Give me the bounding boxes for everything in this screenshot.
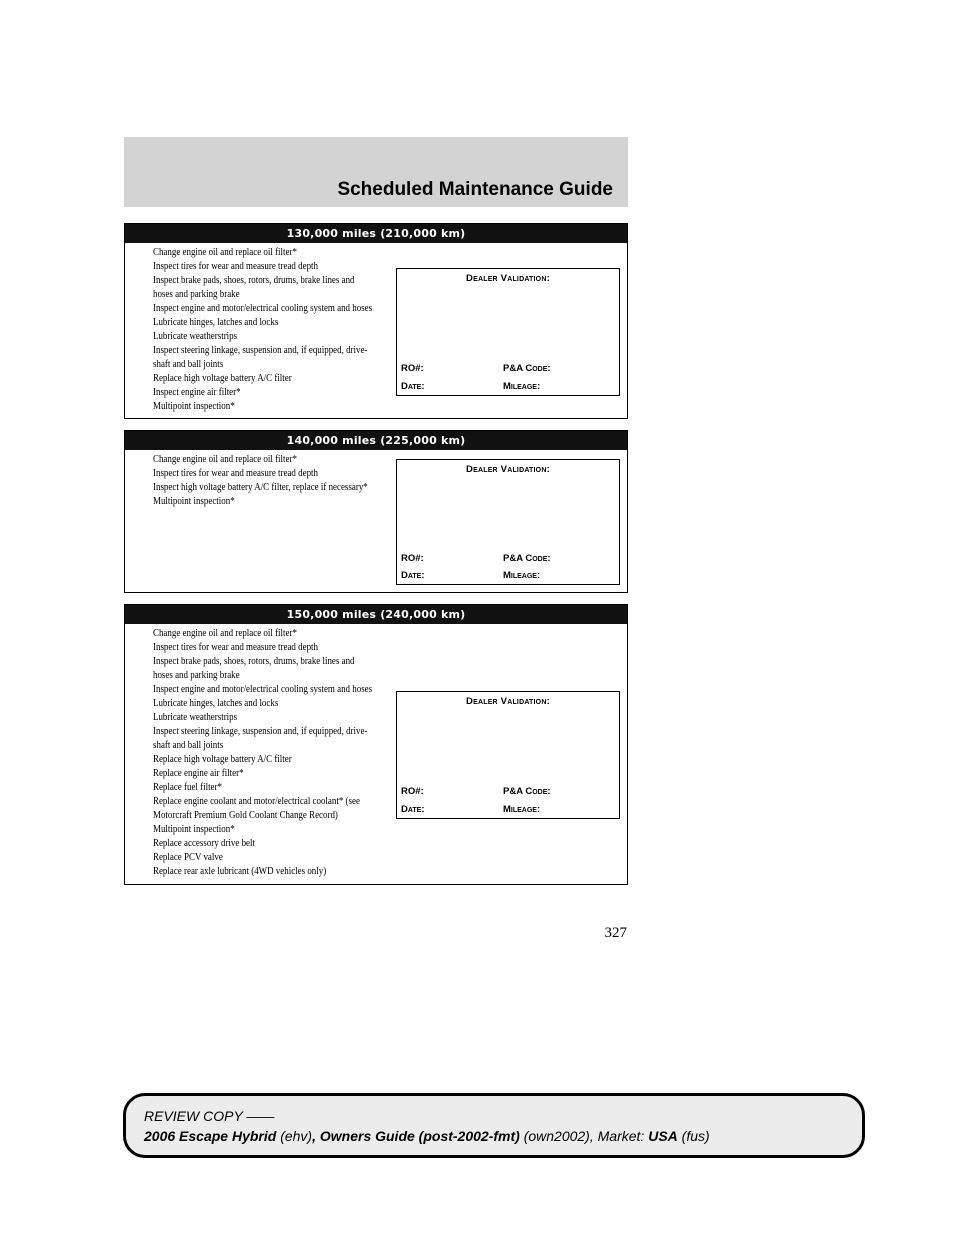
review-copy-label: REVIEW COPY —— <box>144 1108 275 1124</box>
pa-code-label: P&A Code: <box>503 363 551 374</box>
list-item: Replace high voltage battery A/C filter <box>153 754 292 765</box>
dealer-validation-box <box>396 691 620 819</box>
list-item: Inspect steering linkage, suspension and, if equipped, drive- <box>153 726 368 737</box>
model-code: (ehv) <box>280 1128 313 1144</box>
list-item: Replace engine coolant and motor/electrical coolant* (see <box>153 796 360 807</box>
list-item: Inspect engine air filter* <box>153 387 241 398</box>
dealer-validation-box <box>396 459 620 585</box>
model-name: 2006 Escape Hybrid <box>144 1128 277 1144</box>
guide-code: (own2002) <box>523 1128 590 1144</box>
market-label: , Market: <box>589 1128 645 1144</box>
list-item: Multipoint inspection* <box>153 401 235 412</box>
dealer-validation-title: Dealer Validation: <box>466 696 550 707</box>
pa-code-label: P&A Code: <box>503 786 551 797</box>
list-item: Replace fuel filter* <box>153 782 222 793</box>
header-band <box>124 137 628 207</box>
list-item: Lubricate weatherstrips <box>153 331 238 342</box>
mileage-label: Mileage: <box>503 804 541 815</box>
list-item: Multipoint inspection* <box>153 824 235 835</box>
list-item: Lubricate hinges, latches and locks <box>153 317 279 328</box>
list-item: Change engine oil and replace oil filter* <box>153 247 297 258</box>
list-item: Inspect brake pads, shoes, rotors, drums, brake lines and <box>153 275 355 286</box>
list-item: Inspect tires for wear and measure tread depth <box>153 468 318 479</box>
section-heading: 150,000 miles (240,000 km) <box>125 605 627 624</box>
service-list <box>153 246 389 414</box>
dealer-validation-title: Dealer Validation: <box>466 273 550 284</box>
list-item: Replace PCV valve <box>153 852 223 863</box>
section-heading: 140,000 miles (225,000 km) <box>125 431 627 450</box>
list-item: hoses and parking brake <box>153 289 240 300</box>
pa-code-label: P&A Code: <box>503 553 551 564</box>
list-item: Lubricate hinges, latches and locks <box>153 698 279 709</box>
section-heading: 130,000 miles (210,000 km) <box>125 224 627 243</box>
maintenance-section-130k <box>124 223 628 419</box>
review-copy-banner <box>123 1093 865 1158</box>
service-list <box>153 453 389 509</box>
list-item: Replace engine air filter* <box>153 768 244 779</box>
mileage-label: Mileage: <box>503 381 541 392</box>
guide-name: Owners Guide (post-2002-fmt) <box>319 1128 520 1144</box>
list-item: Multipoint inspection* <box>153 496 235 507</box>
ro-number-label: RO#: <box>401 553 424 564</box>
review-copy-details <box>144 1128 710 1144</box>
maintenance-section-140k <box>124 430 628 593</box>
ro-number-label: RO#: <box>401 363 424 374</box>
page-title: Scheduled Maintenance Guide <box>337 179 613 200</box>
mileage-label: Mileage: <box>503 570 541 581</box>
ro-number-label: RO#: <box>401 786 424 797</box>
list-item: Lubricate weatherstrips <box>153 712 238 723</box>
dealer-validation-title: Dealer Validation: <box>466 464 550 475</box>
list-item: Inspect tires for wear and measure tread depth <box>153 642 318 653</box>
list-item: hoses and parking brake <box>153 670 240 681</box>
list-item: shaft and ball joints <box>153 359 224 370</box>
list-item: Inspect engine and motor/electrical cooling system and hoses <box>153 303 373 314</box>
list-item: Replace accessory drive belt <box>153 838 255 849</box>
date-label: Date: <box>401 381 425 392</box>
list-item: Inspect tires for wear and measure tread depth <box>153 261 318 272</box>
market-name: USA <box>648 1128 678 1144</box>
list-item: Inspect high voltage battery A/C filter, replace if necessary* <box>153 482 368 493</box>
list-item: shaft and ball joints <box>153 740 224 751</box>
list-item: Replace rear axle lubricant (4WD vehicles only) <box>153 866 327 877</box>
list-item: Inspect brake pads, shoes, rotors, drums, brake lines and <box>153 656 355 667</box>
list-item: Change engine oil and replace oil filter* <box>153 454 297 465</box>
service-list <box>153 627 389 879</box>
maintenance-section-150k <box>124 604 628 885</box>
list-item: Replace high voltage battery A/C filter <box>153 373 292 384</box>
list-item: Motorcraft Premium Gold Coolant Change Record) <box>153 810 338 821</box>
market-code: (fus) <box>681 1128 710 1144</box>
date-label: Date: <box>401 804 425 815</box>
list-item: Inspect engine and motor/electrical cooling system and hoses <box>153 684 373 695</box>
page-number: 327 <box>604 925 627 941</box>
separator: , <box>312 1128 316 1144</box>
date-label: Date: <box>401 570 425 581</box>
list-item: Inspect steering linkage, suspension and, if equipped, drive- <box>153 345 368 356</box>
dealer-validation-box <box>396 268 620 396</box>
list-item: Change engine oil and replace oil filter* <box>153 628 297 639</box>
